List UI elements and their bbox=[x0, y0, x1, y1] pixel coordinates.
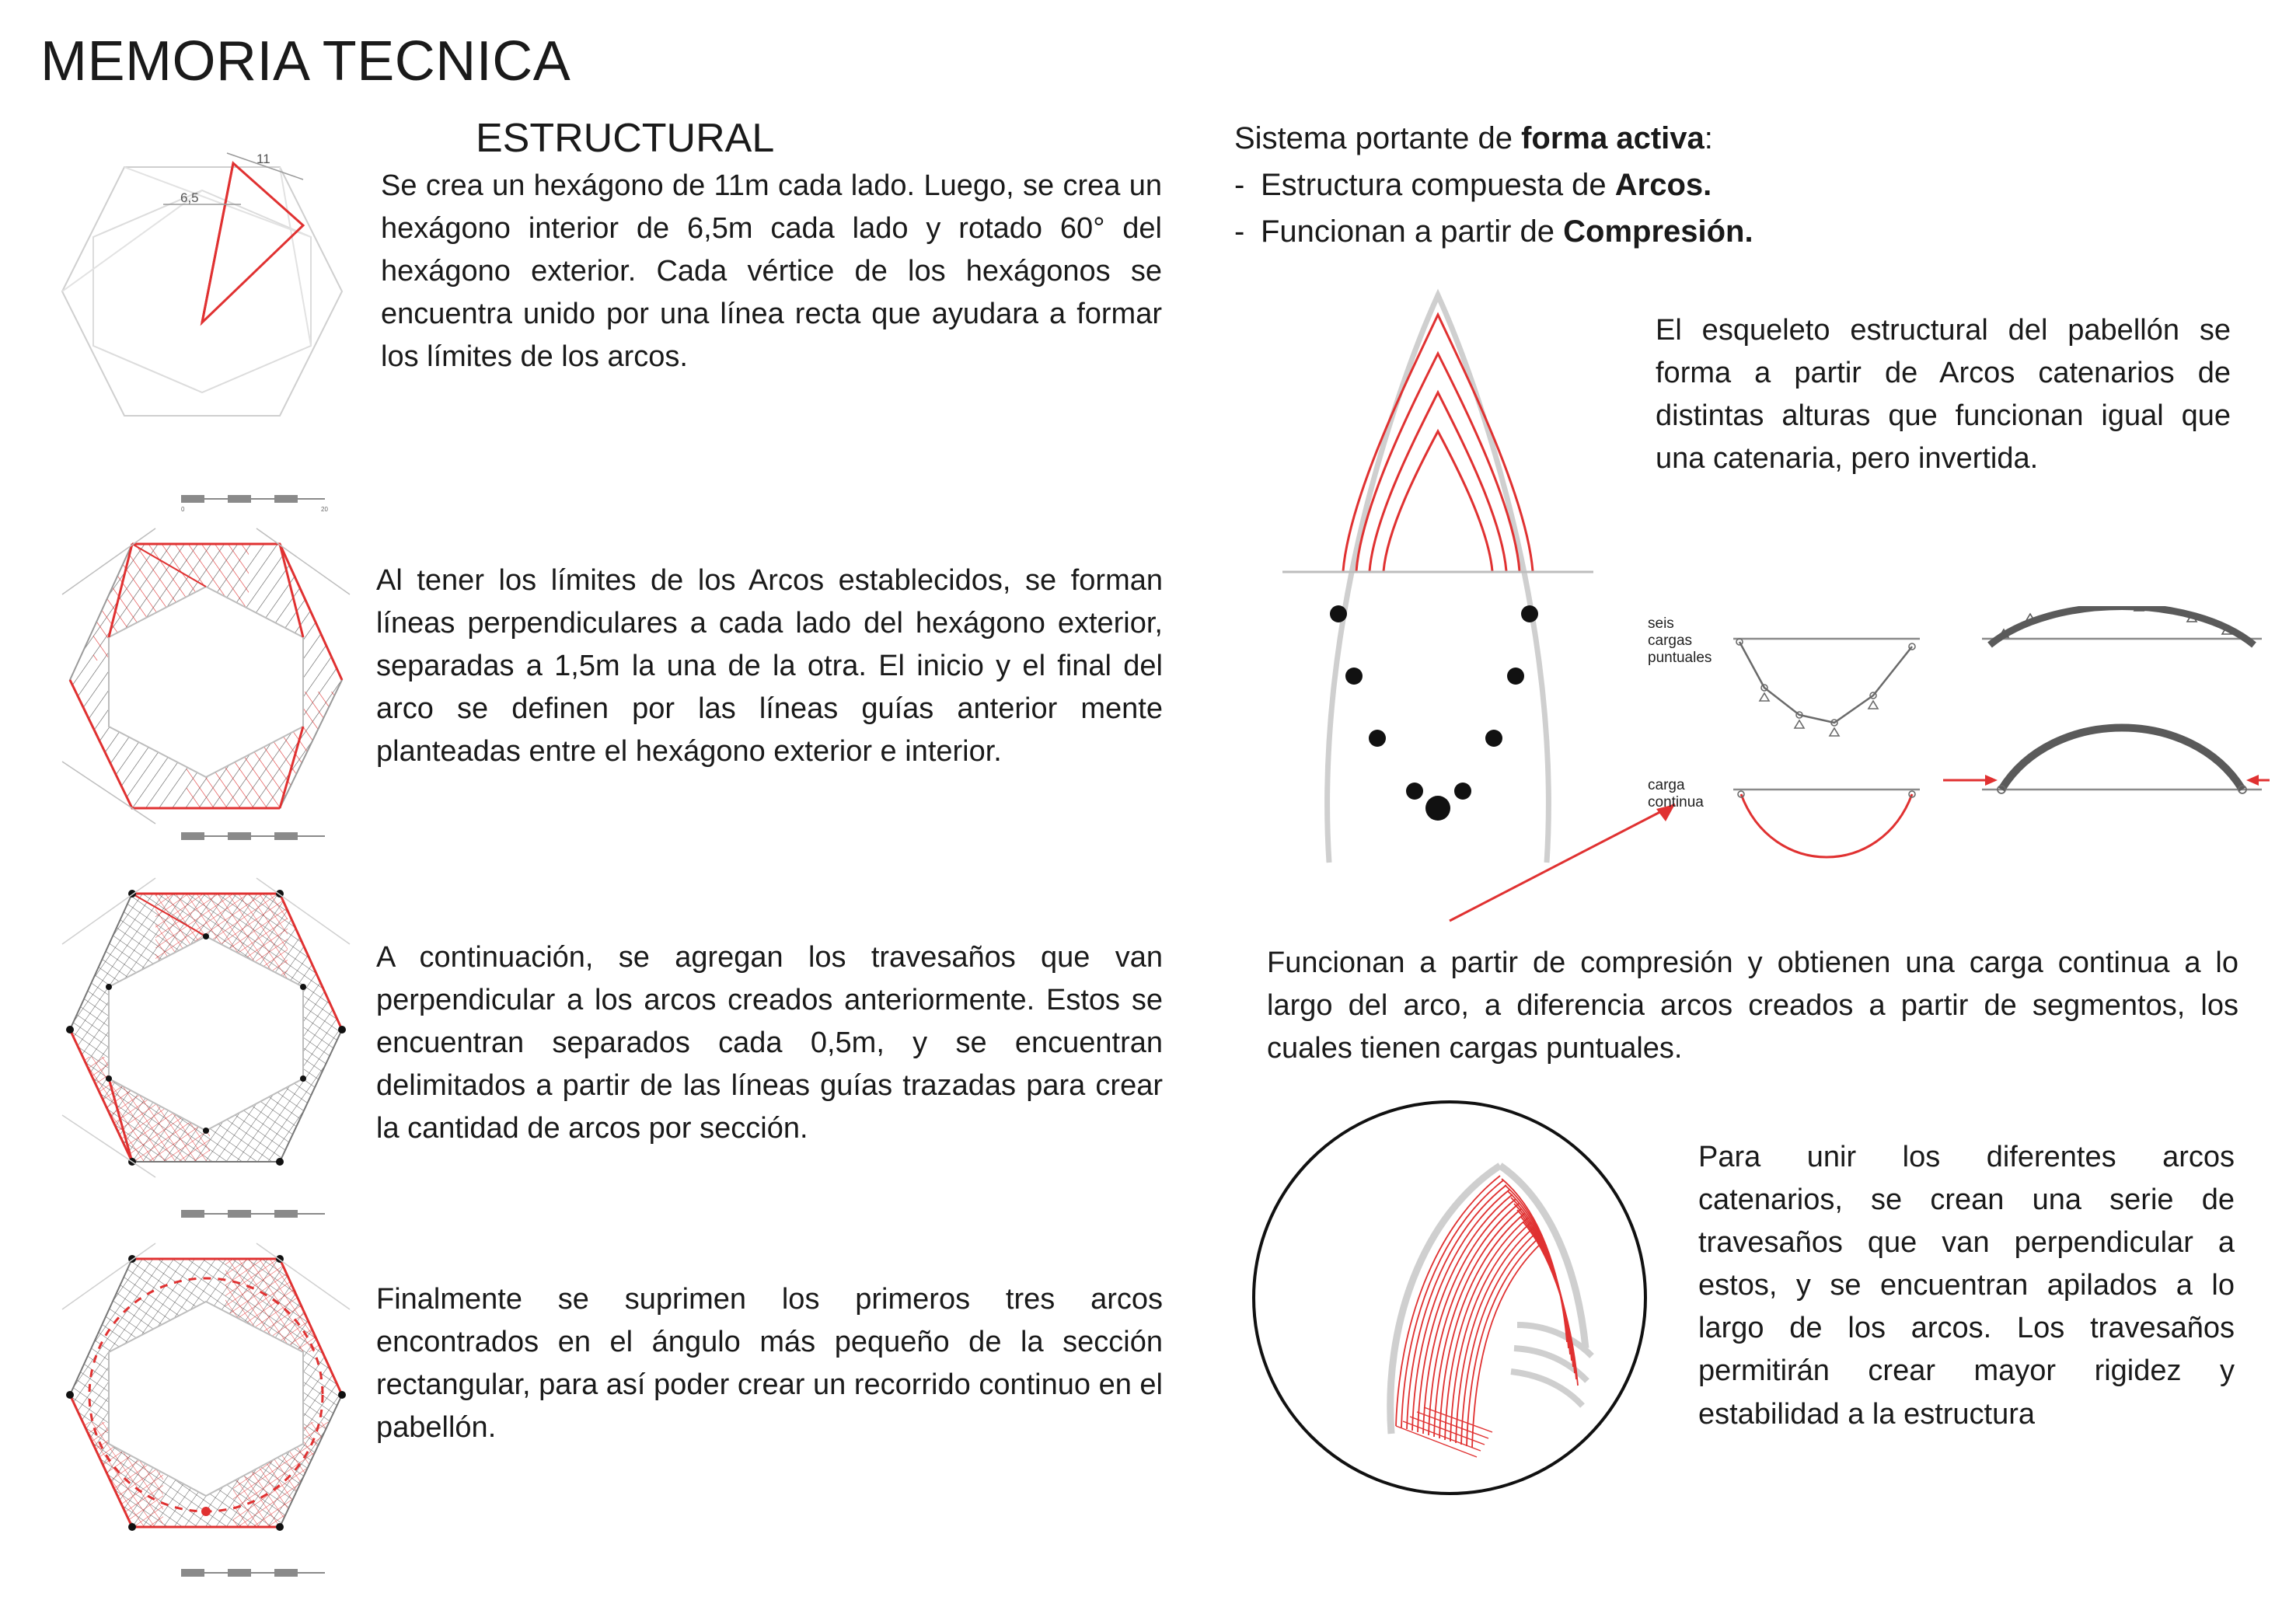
svg-text:seis: seis bbox=[1648, 615, 1674, 632]
scale-bar-4 bbox=[177, 1562, 333, 1589]
bullet2-strong: Compresión. bbox=[1563, 214, 1753, 249]
svg-text:20: 20 bbox=[321, 506, 328, 511]
paragraph-arc-limits: Al tener los límites de los Arcos establecidos, se forman líneas perpendiculares a cada lado del hexágono exterior, separadas a 1,5m la una de la otra. El inicio y el final del arco se definen por las líneas guías anterior mente planteadas entre el hexágono exterior e interior. bbox=[376, 564, 1163, 769]
dimension-label-inner: 6,5 bbox=[180, 190, 199, 205]
scale-bar-2 bbox=[177, 825, 333, 852]
bullet1-strong: Arcos. bbox=[1614, 168, 1712, 202]
bullet-dash-1: - bbox=[1234, 168, 1245, 202]
bullet2-text: Funcionan a partir de bbox=[1261, 214, 1564, 249]
header-text-forma-activa: forma activa bbox=[1521, 121, 1705, 155]
bullet1-text: Estructura compuesta de bbox=[1261, 168, 1615, 202]
figure-hexagon-final bbox=[39, 1228, 365, 1562]
header-bullet-compresion bbox=[1234, 208, 1753, 255]
svg-text:puntuales: puntuales bbox=[1648, 650, 1712, 666]
figure-hexagon-hatched bbox=[47, 513, 358, 847]
bullet-dash-2: - bbox=[1234, 214, 1245, 249]
header-line-sistema-portante bbox=[1234, 115, 1753, 162]
figure-hexagon-crossbars bbox=[39, 863, 365, 1197]
figure-load-diagrams bbox=[1648, 606, 2270, 917]
paragraph-compression-loads: Funcionan a partir de compresión y obtienen una carga continua a lo largo del arco, a diferencia arcos creados a partir de segmentos, los cuales tienen cargas puntuales. bbox=[1267, 946, 2238, 1065]
page-title: MEMORIA TECNICA bbox=[40, 30, 571, 92]
header-text-c: : bbox=[1704, 121, 1713, 155]
svg-text:carga: carga bbox=[1648, 777, 1685, 793]
svg-text:cargas: cargas bbox=[1648, 633, 1693, 649]
svg-text:0: 0 bbox=[181, 506, 185, 511]
figure-vault-detail-circle bbox=[1244, 1092, 1656, 1504]
paragraph-crossbars: A continuación, se agregan los travesaños que van perpendicular a los arcos creados anteriormente. Estos se encuentran separados cada 0,5m, y se encuentran delimitados a partir de las líneas guías trazadas para crear la cantidad de arcos por sección. bbox=[376, 941, 1163, 1145]
paragraph-hexagon-creation: Se crea un hexágono de 11m cada lado. Luego, se crea un hexágono interior de 6,5m cada lado y rotado 60° del hexágono exterior. Cada vértice de los hexágonos se encuentra unido por una línea recta que ayudara a formar los límites de los arcos. bbox=[381, 169, 1162, 374]
scale-bar-1 bbox=[177, 488, 333, 515]
header-text-a: Sistema portante de bbox=[1234, 121, 1522, 155]
right-column-header bbox=[1234, 115, 1753, 255]
paragraph-crossbars-rigidity: Para unir los diferentes arcos catenarios, se crean una serie de travesaños que van perpendicular a estos, y se encuentran apilados a lo largo de los arcos. Los travesaños permitirán crear mayor rigidez y estabilidad a la estructura bbox=[1698, 1141, 2235, 1431]
paragraph-final-arcs: Finalmente se suprimen los primeros tres arcos encontrados en el ángulo más pequeño de la sección rectangular, para así poder crear un recorrido continuo en el pabellón. bbox=[376, 1283, 1163, 1445]
figure-hexagon-base bbox=[47, 144, 358, 455]
dimension-label-outer: 11 bbox=[256, 152, 270, 166]
page-subtitle: ESTRUCTURAL bbox=[476, 116, 775, 161]
paragraph-skeleton-catenary: El esqueleto estructural del pabellón se forma a partir de Arcos catenarios de distintas alturas que funcionan igual que una catenaria, pero invertida. bbox=[1656, 314, 2231, 476]
header-bullet-arcos bbox=[1234, 162, 1753, 208]
svg-text:continua: continua bbox=[1648, 794, 1704, 810]
scale-bar-3 bbox=[177, 1203, 333, 1230]
